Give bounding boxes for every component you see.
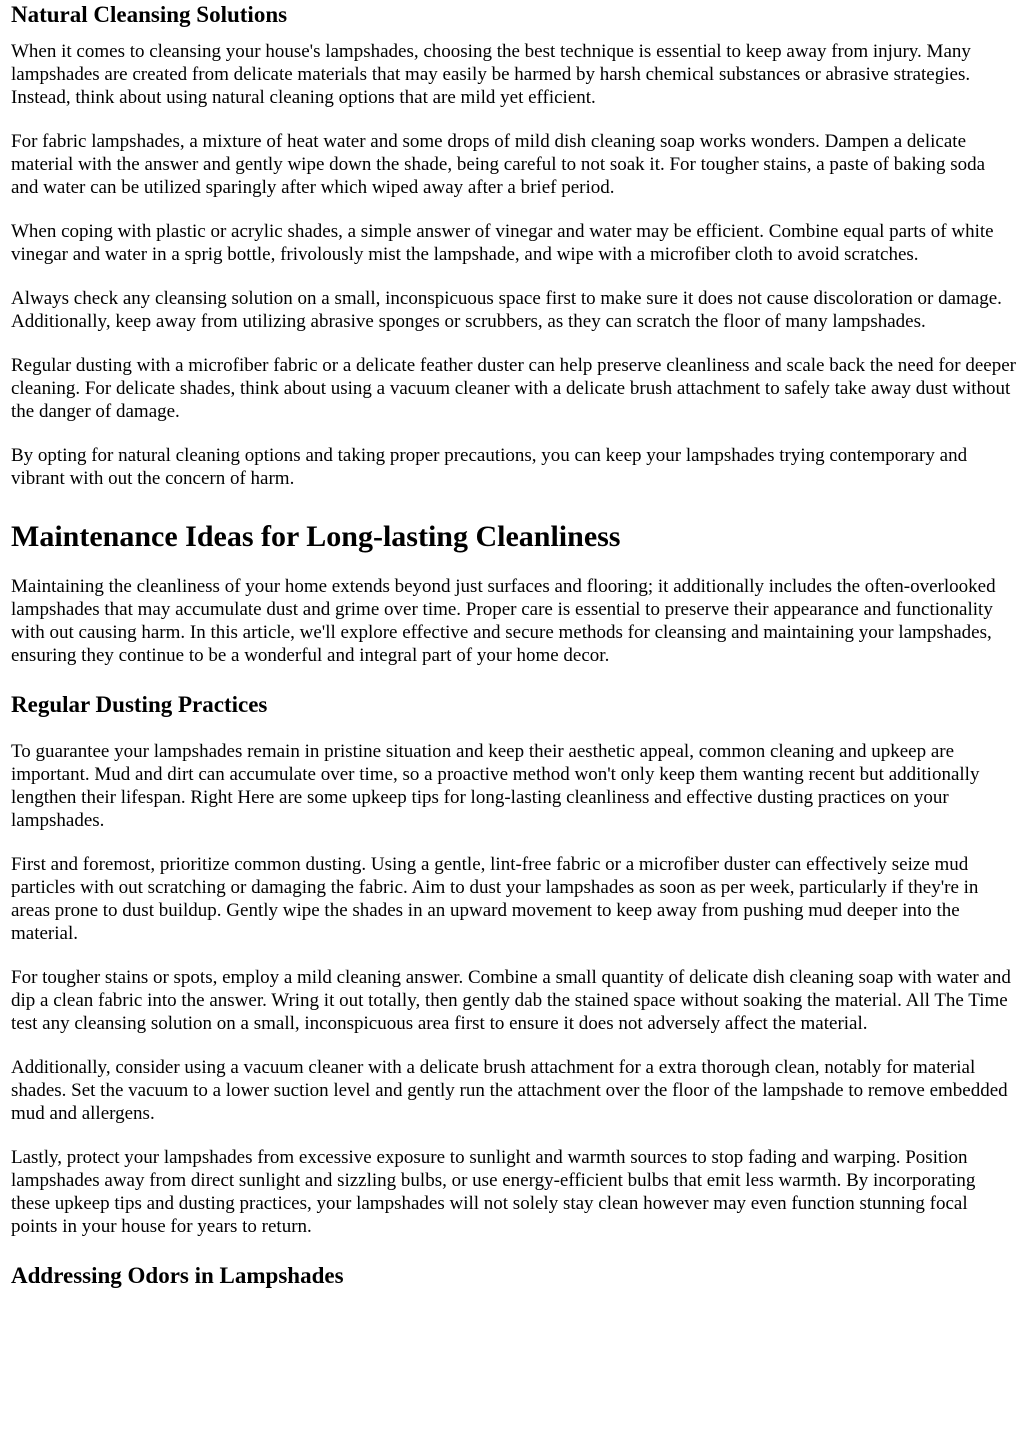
paragraph: Maintaining the cleanliness of your home extends beyond just surfaces and flooring; it additionally includes the often-overlooked lampshades that may accumulate dust and grime over time. Proper care is essential to preserve their appearance and functionality with out causing harm. In this article, we'll explore effective and secure methods for cleansing and maintaining your lampshades, ensuring they continue to be a wonderful and integral part of your home decor. — [11, 576, 996, 666]
paragraph: Regular dusting with a microfiber fabric or a delicate feather duster can help preserve cleanliness and scale back the need for deeper cleaning. For delicate shades, think about using a vacuum cleaner with a delicate brush attachment to safely take away dust without the danger of damage. — [11, 355, 1016, 422]
paragraph: When coping with plastic or acrylic shades, a simple answer of vinegar and water may be efficient. Combine equal parts of white vinegar and water in a sprig bottle, frivolously mist the lampshade, and wipe with a microfiber cloth to avoid scratches. — [11, 221, 994, 265]
heading-natural-cleansing-solutions: Natural Cleansing Solutions — [11, 2, 288, 27]
paragraph: When it comes to cleansing your house's lampshades, choosing the best technique is essential to keep away from injury. Many lampshades are created from delicate materials that may easily be harmed by harsh chemical substances or abrasive strategies. Instead, think about using natural cleaning options that are mild yet efficient. — [11, 41, 971, 108]
paragraph: Lastly, protect your lampshades from excessive exposure to sunlight and warmth sources to stop fading and warping. Position lampshades away from direct sunlight and sizzling bulbs, or use energy-efficient bulbs that emit less warmth. By incorporating these upkeep tips and dusting practices, your lampshades will not solely stay clean however may even function stunning focal points in your house for years to return. — [11, 1147, 976, 1237]
heading-addressing-odors: Addressing Odors in Lampshades — [11, 1263, 344, 1288]
paragraph: For fabric lampshades, a mixture of heat water and some drops of mild dish cleaning soap works wonders. Dampen a delicate material with the answer and gently wipe down the shade, being careful to not soak it. For tougher stains, a paste of baking soda and water can be utilized sparingly after which wiped away after a brief period. — [11, 131, 986, 198]
paragraph: Additionally, consider using a vacuum cleaner with a delicate brush attachment for a extra thorough clean, notably for material shades. Set the vacuum to a lower suction level and gently run the attachment over the floor of the lampshade to remove embedded mud and allergens. — [11, 1057, 1008, 1124]
heading-regular-dusting-practices: Regular Dusting Practices — [11, 692, 268, 717]
paragraph: Always check any cleansing solution on a small, inconspicuous space first to make sure it does not cause discoloration or damage. Additionally, keep away from utilizing abrasive sponges or scrubbers, as they can scratch the floor of many lampshades. — [11, 288, 1002, 332]
paragraph: To guarantee your lampshades remain in pristine situation and keep their aesthetic appeal, common cleaning and upkeep are important. Mud and dirt can accumulate over time, so a proactive method won't only keep them wanting recent but additionally lengthen their lifespan. Right Here are some upkeep tips for long-lasting cleanliness and effective dusting practices on your lampshades. — [11, 741, 980, 831]
paragraph: For tougher stains or spots, employ a mild cleaning answer. Combine a small quantity of delicate dish cleaning soap with water and dip a clean fabric into the answer. Wring it out totally, then gently dab the stained space without soaking the material. All The Time test any cleansing solution on a small, inconspicuous area first to ensure it does not adversely affect the material. — [11, 967, 1011, 1034]
paragraph: First and foremost, prioritize common dusting. Using a gentle, lint-free fabric or a microfiber duster can effectively seize mud particles with out scratching or damaging the fabric. Aim to dust your lampshades as soon as per week, particularly if they're in areas prone to dust buildup. Gently wipe the shades in an upward movement to keep away from pushing mud deeper into the material. — [11, 854, 979, 944]
paragraph: By opting for natural cleaning options and taking proper precautions, you can keep your lampshades trying contemporary and vibrant with out the concern of harm. — [11, 445, 968, 489]
heading-maintenance-ideas: Maintenance Ideas for Long-lasting Cleanliness — [11, 520, 621, 553]
